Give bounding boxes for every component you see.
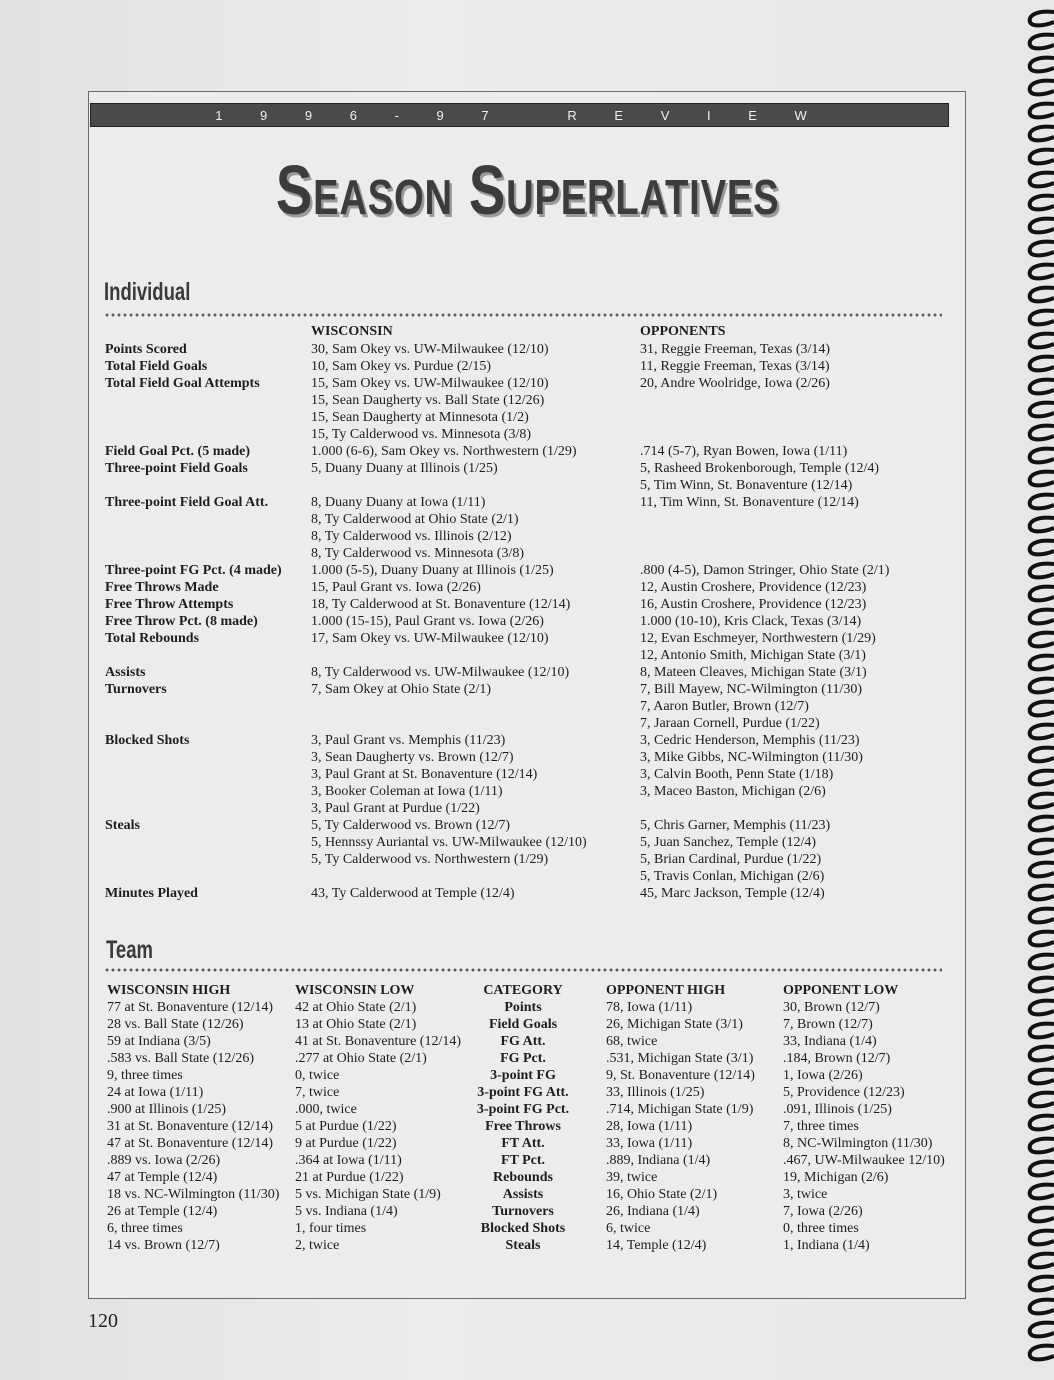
opponent-record: 11, Reggie Freeman, Texas (3/14) [640, 359, 830, 374]
spiral-coil [1030, 127, 1054, 141]
wisconsin-record: 18, Ty Calderwood at St. Bonaventure (12/14) [311, 597, 571, 612]
stat-label: Free Throw Pct. (8 made) [105, 614, 258, 629]
spiral-coil [1030, 426, 1054, 440]
opponent-record: 5, Brian Cardinal, Purdue (1/22) [640, 852, 822, 867]
team-cell: 78, Iowa (1/11) [606, 1000, 693, 1015]
team-cell: 16, Ohio State (2/1) [606, 1187, 718, 1202]
opponent-record: 1.000 (10-10), Kris Clack, Texas (3/14) [640, 614, 862, 629]
team-cell: 9 at Purdue (1/22) [295, 1136, 397, 1151]
team-cell: 42 at Ohio State (2/1) [295, 1000, 417, 1015]
wisconsin-record: 5, Hennssy Auriantal vs. UW-Milwaukee (12/10) [311, 835, 587, 850]
opponent-record: .714 (5-7), Ryan Bowen, Iowa (1/11) [640, 444, 848, 459]
category-column [456, 982, 590, 1254]
page-title: Season Superlatives [275, 151, 780, 229]
stat-label: Field Goal Pct. (5 made) [105, 444, 251, 459]
spiral-coil [1030, 173, 1054, 187]
spiral-coil [1030, 978, 1054, 992]
wisconsin-record: 30, Sam Okey vs. UW-Milwaukee (12/10) [311, 342, 549, 357]
wisconsin-record: 10, Sam Okey vs. Purdue (2/15) [311, 359, 492, 374]
team-cell: 68, twice [606, 1034, 658, 1049]
wisconsin-record: 7, Sam Okey at Ohio State (2/1) [311, 682, 492, 697]
spiral-coil [1030, 1139, 1054, 1153]
spiral-coil [1030, 1162, 1054, 1176]
spiral-coil [1030, 817, 1054, 831]
team-cell: .714, Michigan State (1/9) [606, 1102, 754, 1117]
spiral-coil [1030, 380, 1054, 394]
team-cell: FT Att. [501, 1136, 545, 1151]
spiral-coil [1030, 610, 1054, 624]
team-cell: 6, twice [606, 1221, 651, 1236]
spiral-coil [1030, 725, 1054, 739]
team-cell: 5, Providence (12/23) [783, 1085, 905, 1100]
stat-label: Free Throws Made [105, 580, 219, 595]
spiral-coil [1030, 58, 1054, 72]
team-cell: FG Pct. [500, 1051, 546, 1066]
wisconsin-record: 3, Sean Daugherty vs. Brown (12/7) [311, 750, 514, 765]
team-cell: 13 at Ohio State (2/1) [295, 1017, 417, 1032]
team-cell: 26, Indiana (1/4) [606, 1204, 700, 1219]
stat-label: Three-point Field Goal Att. [105, 495, 269, 510]
stat-label: Steals [105, 818, 140, 833]
team-cell: FG Att. [500, 1034, 546, 1049]
spiral-coil [1030, 633, 1054, 647]
spiral-coil [1030, 1323, 1054, 1337]
team-cell: 21 at Purdue (1/22) [295, 1170, 404, 1185]
wisconsin-record: 3, Booker Coleman at Iowa (1/11) [311, 784, 503, 799]
wisconsin-high-list [107, 999, 279, 1254]
category-header: CATEGORY [483, 983, 563, 998]
opponent-record: 20, Andre Woolridge, Iowa (2/26) [640, 376, 830, 391]
team-cell: 33, Iowa (1/11) [606, 1136, 693, 1151]
wisconsin-record: 43, Ty Calderwood at Temple (12/4) [311, 886, 515, 901]
team-cell: .900 at Illinois (1/25) [107, 1102, 226, 1117]
opponent-record: .800 (4-5), Damon Stringer, Ohio State (2/1) [640, 563, 890, 578]
review-banner [90, 103, 949, 127]
team-cell: FT Pct. [500, 1153, 546, 1168]
team-cell: .889, Indiana (1/4) [606, 1153, 711, 1168]
spiral-coil [1030, 518, 1054, 532]
spiral-coil [1030, 909, 1054, 923]
opponent-low-column [783, 982, 945, 1254]
team-cell: Rebounds [493, 1170, 553, 1185]
team-cell: 2, twice [295, 1238, 340, 1253]
team-cell: 1, four times [295, 1221, 367, 1236]
opponent-record: 7, Bill Mayew, NC-Wilmington (11/30) [640, 682, 862, 697]
opponent-low-header: OPPONENT LOW [783, 983, 899, 998]
opponent-record: 5, Travis Conlan, Michigan (2/6) [640, 869, 825, 884]
team-cell: 28, Iowa (1/11) [606, 1119, 693, 1134]
spiral-coil [1030, 1070, 1054, 1084]
team-cell: 33, Indiana (1/4) [783, 1034, 877, 1049]
opponent-record: 31, Reggie Freeman, Texas (3/14) [640, 342, 831, 357]
wisconsin-record: 15, Sean Daugherty at Minnesota (1/2) [311, 410, 529, 425]
opponent-high-header: OPPONENT HIGH [606, 983, 726, 998]
opponent-high-list [606, 999, 755, 1254]
wisconsin-low-list [295, 999, 461, 1254]
spiral-coil [1030, 1208, 1054, 1222]
opponent-record: 11, Tim Winn, St. Bonaventure (12/14) [640, 495, 859, 510]
stat-label: Three-point FG Pct. (4 made) [105, 563, 282, 578]
team-cell: 26 at Temple (12/4) [107, 1204, 218, 1219]
wisconsin-record: 5, Duany Duany at Illinois (1/25) [311, 461, 498, 476]
stat-label: Points Scored [105, 342, 187, 357]
team-cell: Turnovers [492, 1204, 554, 1219]
team-cell: .889 vs. Iowa (2/26) [107, 1153, 221, 1168]
team-cell: Free Throws [485, 1119, 561, 1134]
wisconsin-record: 3, Paul Grant at Purdue (1/22) [311, 801, 480, 816]
wisconsin-record: 8, Ty Calderwood vs. Minnesota (3/8) [311, 546, 525, 561]
opponent-record: 8, Mateen Cleaves, Michigan State (3/1) [640, 665, 867, 680]
spiral-coil [1030, 1185, 1054, 1199]
team-cell: 6, three times [107, 1221, 183, 1236]
spiral-coil [1030, 357, 1054, 371]
individual-heading: Individual [104, 278, 191, 306]
spiral-coil [1030, 334, 1054, 348]
opponent-record: 5, Juan Sanchez, Temple (12/4) [640, 835, 817, 850]
team-heading: Team [106, 936, 153, 964]
opponent-record: 16, Austin Croshere, Providence (12/23) [640, 597, 867, 612]
wisconsin-record: 1.000 (5-5), Duany Duany at Illinois (1/25) [311, 563, 554, 578]
team-cell: 3, twice [783, 1187, 828, 1202]
spiral-coil [1030, 150, 1054, 164]
team-cell: .531, Michigan State (3/1) [606, 1051, 754, 1066]
team-cell: 18 vs. NC-Wilmington (11/30) [107, 1187, 280, 1202]
wisconsin-record: 8, Ty Calderwood vs. Illinois (2/12) [311, 529, 512, 544]
spiral-coil [1030, 1116, 1054, 1130]
spiral-coil [1030, 1093, 1054, 1107]
team-cell: 14, Temple (12/4) [606, 1238, 707, 1253]
team-cell: .091, Illinois (1/25) [783, 1102, 892, 1117]
wisconsin-record: 5, Ty Calderwood vs. Brown (12/7) [311, 818, 511, 833]
team-cell: .583 vs. Ball State (12/26) [107, 1051, 254, 1066]
team-cell: 5 at Purdue (1/22) [295, 1119, 397, 1134]
team-cell: 3-point FG Pct. [476, 1102, 570, 1117]
spiral-coil [1030, 472, 1054, 486]
spiral-coil [1030, 1024, 1054, 1038]
team-cell: Assists [502, 1187, 544, 1202]
spiral-coil [1030, 265, 1054, 279]
spiral-coil [1030, 219, 1054, 233]
wisconsin-record: 3, Paul Grant vs. Memphis (11/23) [311, 733, 506, 748]
stat-label: Minutes Played [105, 886, 198, 901]
opponent-record: 5, Rasheed Brokenborough, Temple (12/4) [640, 461, 880, 476]
spiral-coil [1030, 449, 1054, 463]
spiral-coil [1030, 541, 1054, 555]
wisconsin-record: 5, Ty Calderwood vs. Northwestern (1/29) [311, 852, 549, 867]
spiral-coil [1030, 1047, 1054, 1061]
spiral-coil [1030, 1300, 1054, 1314]
stat-label: Three-point Field Goals [105, 461, 248, 476]
spiral-coil [1030, 1001, 1054, 1015]
wisconsin-record: 17, Sam Okey vs. UW-Milwaukee (12/10) [311, 631, 549, 646]
opponent-record: 12, Austin Croshere, Providence (12/23) [640, 580, 867, 595]
wisconsin-high-header: WISCONSIN HIGH [107, 983, 231, 998]
spiral-coil [1030, 771, 1054, 785]
team-cell: 47 at Temple (12/4) [107, 1170, 218, 1185]
stat-label: Total Rebounds [105, 631, 200, 646]
opponents-column-header: OPPONENTS [640, 324, 726, 339]
team-cell: .277 at Ohio State (2/1) [295, 1051, 427, 1066]
wisconsin-record: 15, Ty Calderwood vs. Minnesota (3/8) [311, 427, 532, 442]
opponent-record: 3, Maceo Baston, Michigan (2/6) [640, 784, 826, 799]
individual-divider [104, 313, 942, 317]
wisconsin-low-header: WISCONSIN LOW [295, 983, 415, 998]
spiral-coil [1030, 886, 1054, 900]
team-cell: 9, three times [107, 1068, 183, 1083]
team-cell: 77 at St. Bonaventure (12/14) [107, 1000, 274, 1015]
team-cell: 7, twice [295, 1085, 340, 1100]
wisconsin-record: 15, Sean Daugherty vs. Ball State (12/26) [311, 393, 545, 408]
team-cell: 41 at St. Bonaventure (12/14) [295, 1034, 462, 1049]
spiral-coil [1030, 679, 1054, 693]
spiral-coil [1030, 702, 1054, 716]
spiral-binding-icon [1014, 0, 1054, 1380]
banner-text: 1 9 9 6 - 9 7 R E V I E W [215, 107, 824, 123]
spiral-coil [1030, 81, 1054, 95]
stat-label: Total Field Goals [105, 359, 208, 374]
team-cell: 59 at Indiana (3/5) [107, 1034, 211, 1049]
opponent-record: 3, Cedric Henderson, Memphis (11/23) [640, 733, 860, 748]
opponent-record: 5, Tim Winn, St. Bonaventure (12/14) [640, 478, 853, 493]
spiral-coil [1030, 403, 1054, 417]
team-cell: Steals [505, 1238, 541, 1253]
wisconsin-record: 15, Sam Okey vs. UW-Milwaukee (12/10) [311, 376, 549, 391]
spiral-coil [1030, 955, 1054, 969]
stat-label: Turnovers [105, 682, 167, 697]
page-number: 120 [88, 1310, 118, 1332]
stat-label: Total Field Goal Attempts [105, 376, 260, 391]
wisconsin-record: 15, Paul Grant vs. Iowa (2/26) [311, 580, 481, 595]
team-cell: Points [504, 1000, 542, 1015]
team-cell: .184, Brown (12/7) [783, 1051, 891, 1066]
opponent-record: 3, Calvin Booth, Penn State (1/18) [640, 767, 834, 782]
team-cell: 7, Brown (12/7) [783, 1017, 873, 1032]
spiral-coil [1030, 794, 1054, 808]
team-cell: .000, twice [295, 1102, 357, 1117]
opponent-record: 5, Chris Garner, Memphis (11/23) [640, 818, 831, 833]
spiral-coil [1030, 840, 1054, 854]
spiral-coil [1030, 495, 1054, 509]
spiral-coil [1030, 12, 1054, 26]
team-cell: 47 at St. Bonaventure (12/14) [107, 1136, 274, 1151]
opponent-record: 7, Jaraan Cornell, Purdue (1/22) [640, 716, 820, 731]
team-cell: 28 vs. Ball State (12/26) [107, 1017, 244, 1032]
team-cell: Blocked Shots [480, 1221, 566, 1236]
opponent-record: 45, Marc Jackson, Temple (12/4) [640, 886, 825, 901]
spiral-coil [1030, 587, 1054, 601]
opponent-record: 3, Mike Gibbs, NC-Wilmington (11/30) [640, 750, 863, 765]
team-divider [104, 968, 942, 972]
team-cell: 5 vs. Indiana (1/4) [295, 1204, 398, 1219]
wisconsin-record: 8, Duany Duany at Iowa (1/11) [311, 495, 486, 510]
spiral-coil [1030, 1277, 1054, 1291]
wisconsin-record: 3, Paul Grant at St. Bonaventure (12/14) [311, 767, 538, 782]
team-cell: 3-point FG [490, 1068, 556, 1083]
team-cell: 7, three times [783, 1119, 859, 1134]
wisconsin-low-column [295, 982, 461, 1254]
spiral-coil [1030, 104, 1054, 118]
spiral-coil [1030, 1231, 1054, 1245]
team-cell: 19, Michigan (2/6) [783, 1170, 889, 1185]
opponent-high-column [606, 982, 755, 1254]
team-cell: 30, Brown (12/7) [783, 1000, 880, 1015]
spiral-coil [1030, 1254, 1054, 1268]
opponent-record: 12, Antonio Smith, Michigan State (3/1) [640, 648, 866, 663]
wisconsin-high-column [107, 982, 279, 1254]
spiral-coil [1030, 196, 1054, 210]
team-cell: 14 vs. Brown (12/7) [107, 1238, 220, 1253]
wisconsin-column-header: WISCONSIN [311, 324, 393, 339]
spiral-coil [1030, 656, 1054, 670]
team-cell: Field Goals [488, 1017, 558, 1032]
spiral-coil [1030, 932, 1054, 946]
wisconsin-record: 8, Ty Calderwood at Ohio State (2/1) [311, 512, 519, 527]
spiral-coil [1030, 288, 1054, 302]
spiral-coil [1030, 564, 1054, 578]
spiral-coil [1030, 242, 1054, 256]
team-cell: 9, St. Bonaventure (12/14) [606, 1068, 755, 1083]
team-cell: 33, Illinois (1/25) [606, 1085, 705, 1100]
wisconsin-record: 1.000 (15-15), Paul Grant vs. Iowa (2/26) [311, 614, 544, 629]
team-cell: 0, twice [295, 1068, 340, 1083]
team-cell: 8, NC-Wilmington (11/30) [783, 1136, 933, 1151]
team-cell: 5 vs. Michigan State (1/9) [295, 1187, 441, 1202]
opponent-record: 12, Evan Eschmeyer, Northwestern (1/29) [640, 631, 876, 646]
stat-label: Free Throw Attempts [105, 597, 234, 612]
opponent-low-list [783, 999, 945, 1254]
team-cell: 3-point FG Att. [477, 1085, 569, 1100]
spiral-coil [1030, 311, 1054, 325]
team-cell: 1, Iowa (2/26) [783, 1068, 863, 1083]
team-cell: .467, UW-Milwaukee 12/10) [783, 1153, 945, 1168]
team-cell: 26, Michigan State (3/1) [606, 1017, 743, 1032]
category-list [456, 999, 590, 1254]
stat-label: Assists [105, 665, 146, 680]
spiral-coil [1030, 35, 1054, 49]
team-cell: 31 at St. Bonaventure (12/14) [107, 1119, 274, 1134]
team-cell: 1, Indiana (1/4) [783, 1238, 870, 1253]
team-cell: 24 at Iowa (1/11) [107, 1085, 204, 1100]
spiral-coil [1030, 1346, 1054, 1360]
team-cell: 39, twice [606, 1170, 658, 1185]
stat-label: Blocked Shots [105, 733, 190, 748]
spiral-coil [1030, 748, 1054, 762]
wisconsin-record: 1.000 (6-6), Sam Okey vs. Northwestern (1/29) [311, 444, 577, 459]
team-cell: 7, Iowa (2/26) [783, 1204, 863, 1219]
team-cell: .364 at Iowa (1/11) [295, 1153, 402, 1168]
wisconsin-record: 8, Ty Calderwood vs. UW-Milwaukee (12/10) [311, 665, 570, 680]
team-cell: 0, three times [783, 1221, 859, 1236]
spiral-coil [1030, 863, 1054, 877]
opponent-record: 7, Aaron Butler, Brown (12/7) [640, 699, 809, 714]
